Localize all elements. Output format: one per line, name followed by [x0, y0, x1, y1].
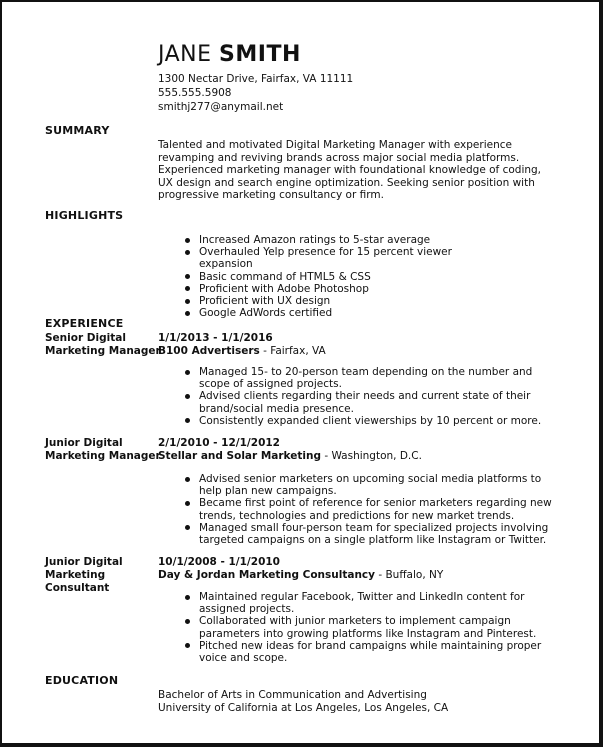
job-bullet: Managed small four-person team for specialized projects involving targeted campaigns on a single platform like Instagram or Twitter. — [184, 522, 554, 546]
job-dates: 10/1/2008 - 1/1/2010 — [158, 556, 280, 568]
job-company-line — [158, 345, 326, 358]
company-location: - Buffalo, NY — [375, 569, 444, 581]
job-company-line — [158, 450, 422, 463]
job-dates: 1/1/2013 - 1/1/2016 — [158, 332, 273, 344]
highlight-item: Proficient with UX design — [184, 295, 504, 307]
job-bullet: Pitched new ideas for brand campaigns while maintaining proper voice and scope. — [184, 640, 554, 664]
company-name: Stellar and Solar Marketing — [158, 450, 321, 462]
job-bullet: Maintained regular Facebook, Twitter and LinkedIn content for assigned projects. — [184, 591, 554, 615]
contact-block — [158, 72, 353, 114]
candidate-name — [158, 42, 301, 67]
job-dates: 2/1/2010 - 12/1/2012 — [158, 437, 280, 449]
school: University of California at Los Angeles, Los Angeles, CA — [158, 702, 449, 714]
highlights-heading: HIGHLIGHTS — [45, 209, 124, 222]
highlight-item: Basic command of HTML5 & CSS — [184, 271, 504, 283]
summary-text: Talented and motivated Digital Marketing Manager with experience revamping and reviving brands across major social media platforms. Experienced marketing manager with foundational knowledge of coding, UX design and search engine optimization. Seeking senior position with progressive marketing consultancy or firm. — [158, 139, 542, 202]
job-bullets — [184, 473, 554, 546]
job-title: Senior Digital Marketing Manager — [45, 332, 161, 357]
address: 1300 Nectar Drive, Fairfax, VA 11111 — [158, 73, 354, 85]
experience-heading: EXPERIENCE — [45, 317, 124, 330]
company-name: B100 Advertisers — [158, 345, 260, 357]
job-bullet: Became first point of reference for senior marketers regarding new trends, technologies and predictions for new market trends. — [184, 497, 554, 521]
highlight-item: Increased Amazon ratings to 5-star average — [184, 234, 504, 246]
highlights-list — [184, 234, 504, 319]
summary-heading: SUMMARY — [45, 124, 110, 137]
highlight-item: Overhauled Yelp presence for 15 percent viewer expansion — [184, 246, 504, 270]
highlight-item: Proficient with Adobe Photoshop — [184, 283, 504, 295]
job-company-line — [158, 569, 443, 582]
education-heading: EDUCATION — [45, 674, 119, 687]
phone: 555.555.5908 — [158, 87, 232, 99]
company-location: - Washington, D.C. — [321, 450, 422, 462]
degree: Bachelor of Arts in Communication and Advertising — [158, 689, 427, 701]
company-name: Day & Jordan Marketing Consultancy — [158, 569, 375, 581]
job-title: Junior Digital Marketing Manager — [45, 437, 161, 462]
education-details — [158, 689, 448, 715]
job-bullet: Advised clients regarding their needs and current state of their brand/social media presence. — [184, 390, 554, 414]
job-bullet: Managed 15- to 20-person team depending on the number and scope of assigned projects. — [184, 366, 554, 390]
job-title: Junior Digital Marketing Consultant — [45, 556, 123, 594]
first-name: JANE — [158, 42, 212, 67]
company-location: - Fairfax, VA — [259, 345, 326, 357]
job-bullets — [184, 591, 554, 664]
job-bullet: Collaborated with junior marketers to implement campaign parameters into growing platforms like Instagram and Pinterest. — [184, 615, 554, 639]
job-bullet: Advised senior marketers on upcoming social media platforms to help plan new campaigns. — [184, 473, 554, 497]
job-bullets — [184, 366, 554, 427]
highlight-item: Google AdWords certified — [184, 307, 504, 319]
last-name: SMITH — [219, 42, 301, 67]
job-bullet: Consistently expanded client viewerships by 10 percent or more. — [184, 415, 554, 427]
email: smithj277@anymail.net — [158, 101, 284, 113]
